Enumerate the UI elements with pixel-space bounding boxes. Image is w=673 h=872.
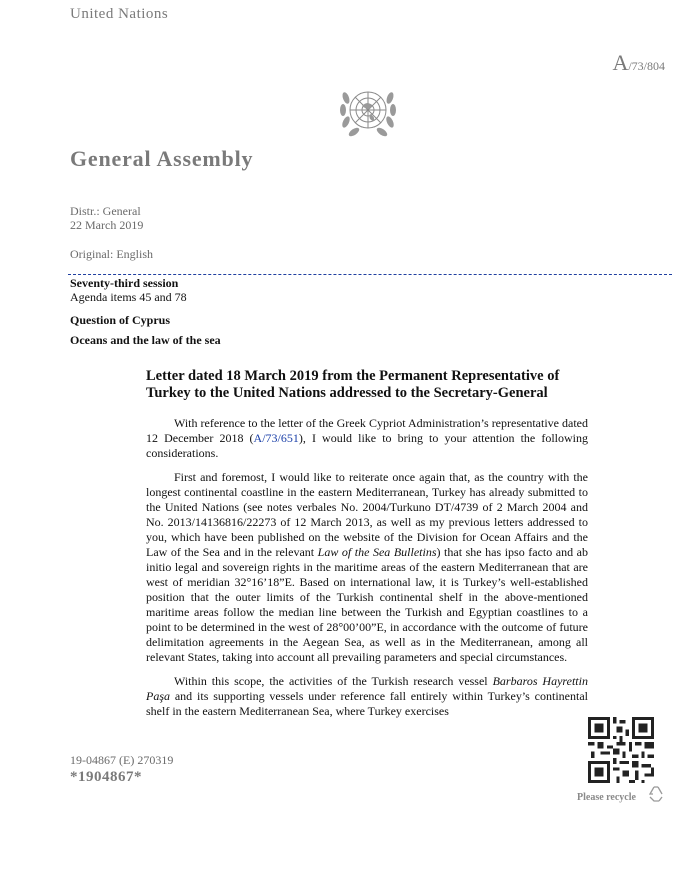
original-language: Original: English	[70, 247, 153, 261]
paragraph-3: Within this scope, the activities of the Turkish research vessel Barbaros Hayrettin Paşa and its supporting vessels under reference fall entirely within Turkey’s continental shelf in the eastern Mediterranean Sea, where Turkey exercises	[146, 674, 588, 718]
document-date: 22 March 2019	[70, 218, 144, 232]
job-number: 19-04867 (E) 270319	[70, 753, 174, 767]
distribution: Distr.: General	[70, 204, 141, 218]
un-emblem-icon	[334, 84, 402, 142]
session-name: Seventy-third session	[70, 276, 179, 290]
paragraph-2: First and foremost, I would like to reiterate once again that, as the country with the longest continental coastline in the eastern Mediterranean, Turkey has already submitted to the United Nations (see notes verbales No. 2004/Turkuno DT/4739 of 2 March 2004 and No. 2013/14136816/22273 of 12 March 2013, as well as my previous letters addressed to you, which have been published on the website of the Division for Ocean Affairs and the Law of the Sea and in the relevant Law of the Sea Bulletins) that she has ipso facto and ab initio legal and sovereign rights in the maritime areas of the eastern Mediterranean that are west of meridian 32°16’18”E. Based on international law, it is Turkey’s well-established position that the outer limits of the Turkish continental shelf in the above-mentioned maritime areas follow the median line between the Turkish and Egyptian coastlines to a point to be determined in the west of 28°00’00”E, in accordance with the outcome of future delimitation agreements in the Aegean Sea, as well as in the Mediterranean, among all relevant States, taking into account all prevailing parameters and special circumstances.	[146, 470, 588, 664]
agenda-item-cyprus: Question of Cyprus	[70, 313, 171, 327]
paragraph-1: With reference to the letter of the Greek Cypriot Administration’s representative dated 12 December 2018 (A/73/651), I would like to bring to your attention the following considerations.	[146, 416, 589, 460]
symbol-number: /73/804	[628, 59, 665, 73]
org-name: United Nations	[70, 6, 169, 22]
symbol-prefix: A	[612, 50, 629, 75]
agenda-items: Agenda items 45 and 78	[70, 290, 187, 304]
barcode-text: *1904867*	[70, 769, 142, 785]
document-symbol	[612, 50, 665, 76]
recycle-icon	[646, 784, 666, 804]
organ-name: General Assembly	[70, 146, 254, 171]
letter-body	[146, 416, 588, 728]
document-link[interactable]: A/73/651	[253, 431, 299, 445]
qr-code-icon	[588, 717, 654, 783]
agenda-item-oceans: Oceans and the law of the sea	[70, 333, 221, 347]
header-divider	[68, 274, 672, 275]
recycle-text: Please recycle	[577, 792, 636, 803]
letter-title: Letter dated 18 March 2019 from the Permanent Representative of Turkey to the United Nations addressed to the Secretary-General	[146, 368, 560, 401]
